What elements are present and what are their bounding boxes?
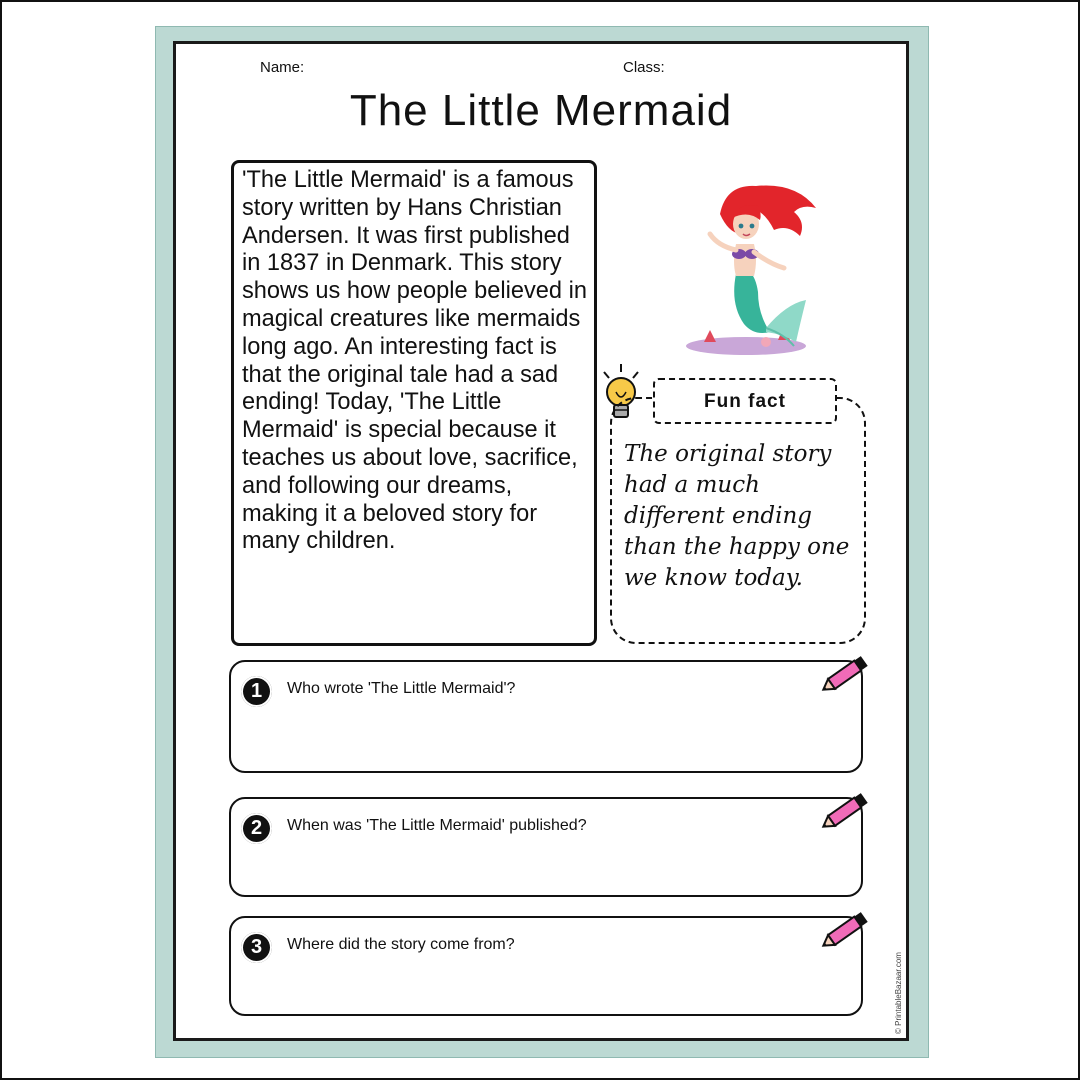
fun-fact-box xyxy=(610,397,866,644)
question-number-3: 3 xyxy=(241,932,272,963)
worksheet-paper xyxy=(173,41,909,1041)
pencil-icon xyxy=(819,908,873,954)
class-label: Class: xyxy=(623,59,665,76)
page-title: The Little Mermaid xyxy=(349,86,733,135)
question-box-1[interactable] xyxy=(229,660,863,773)
worksheet-border xyxy=(155,26,929,1058)
name-label: Name: xyxy=(260,59,305,76)
question-number-1: 1 xyxy=(241,676,272,707)
copyright-text: © PrintableBazaar.com xyxy=(894,952,903,1034)
question-box-2[interactable] xyxy=(229,797,863,897)
question-text-2: When was 'The Little Mermaid' published? xyxy=(287,817,587,834)
fun-fact-text: The original story had a much different ending than the happy one we know today. xyxy=(624,441,850,591)
question-number-2: 2 xyxy=(241,813,272,844)
fun-fact-label: Fun fact xyxy=(653,378,837,424)
mermaid-illustration xyxy=(666,174,826,360)
pencil-icon xyxy=(819,652,873,698)
story-text: 'The Little Mermaid' is a famous story written by Hans Christian Andersen. It was first published in 1837 in Denmark. This story shows us how people believed in magical creatures like mermaids long ago. An interesting fact is that the original tale had a sad ending! Today, 'The Little Mermaid' is special because it teaches us about love, sacrifice, and following our dreams, making it a beloved story for many children. xyxy=(242,167,587,555)
question-text-3: Where did the story come from? xyxy=(287,936,515,953)
story-passage xyxy=(231,160,597,646)
question-box-3[interactable] xyxy=(229,916,863,1016)
pencil-icon xyxy=(819,789,873,835)
question-text-1: Who wrote 'The Little Mermaid'? xyxy=(287,680,516,697)
